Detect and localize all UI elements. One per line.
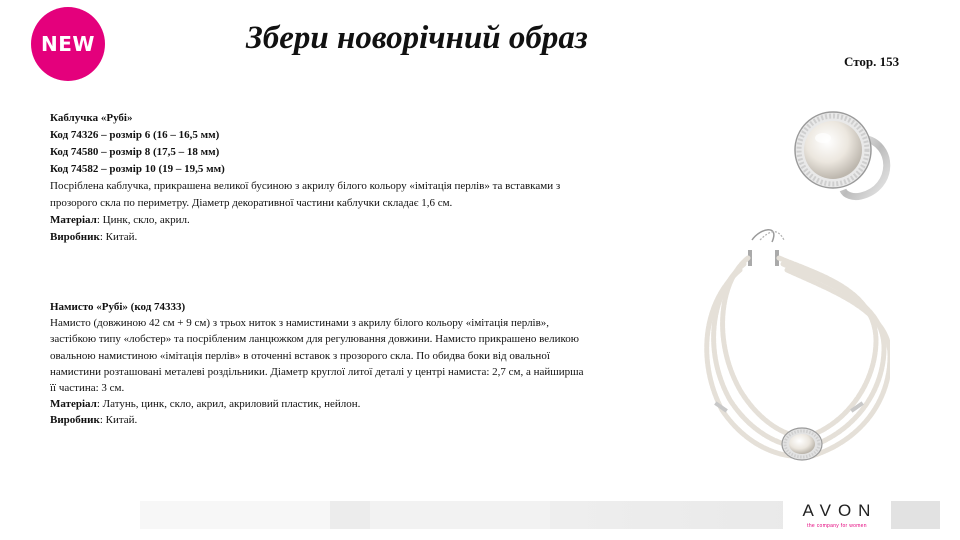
necklace-description-block	[50, 299, 690, 429]
necklace-description-line: овальною намистиною «імітація перлів» в оточенні вставок з прозорого скла. По обидва боки від овальної	[50, 349, 550, 362]
new-badge-text: NEW	[41, 32, 95, 56]
pearl-necklace-image	[700, 220, 890, 465]
necklace-maker-value: : Китай.	[99, 414, 138, 427]
ring-material-value: : Цинк, скло, акрил.	[96, 214, 190, 226]
necklace-material-label: Матеріал	[50, 398, 97, 411]
ring-code-line: Код 74582 – розмір 10 (19 – 19,5 мм)	[50, 163, 225, 175]
necklace-name: Намисто «Рубі» (код 74333)	[50, 301, 186, 313]
necklace-material-value: : Латунь, цинк, скло, акрил, акриловий пластик, нейлон.	[96, 398, 361, 411]
necklace-maker-label: Виробник	[50, 414, 100, 427]
ring-code-line: Код 74580 – розмір 8 (17,5 – 18 мм)	[50, 146, 220, 158]
ring-description-line: прозорого скла по периметру. Діаметр декоративної частини каблучки складає 1,6 см.	[50, 197, 453, 209]
ring-name: Каблучка «Рубі»	[50, 112, 133, 124]
avon-tagline: the company for women	[807, 523, 867, 529]
ring-description-line: Посріблена каблучка, прикрашена великої бусиною з акрилу білого кольору «імітація перлів» та вставками з	[50, 180, 561, 192]
necklace-material	[50, 396, 690, 412]
necklace-description-line: її частина: 3 см.	[50, 382, 125, 395]
ring-maker-label: Виробник	[50, 231, 100, 243]
avon-logo: AVON	[802, 501, 878, 520]
necklace-description-line: Намисто (довжиною 42 см + 9 см) з трьох ниток з намистинами з акрилу білого кольору «імітація перлів»,	[50, 317, 550, 330]
necklace-maker	[50, 412, 690, 428]
new-badge	[31, 7, 105, 81]
page-title: Збери новорічний образ	[246, 20, 588, 56]
ring-maker-value: : Китай.	[99, 231, 138, 243]
pearl-ring-image	[783, 98, 898, 213]
avon-logo-box	[783, 497, 891, 535]
ring-material	[50, 212, 665, 229]
ring-description-block	[50, 110, 665, 246]
page-number: Стор. 153	[844, 54, 900, 69]
ring-code-line: Код 74326 – розмір 6 (16 – 16,5 мм)	[50, 129, 220, 141]
necklace-description-line: намистини розташовані металеві роздільники. Діаметр круглої литої деталі у центрі намиста: 2,7 см, а найширша	[50, 365, 584, 378]
necklace-description-line: застібкою типу «лобстер» та посрібленим ланцюжком для регулювання довжини. Намисто прикрашено великою	[50, 333, 579, 346]
ring-maker	[50, 229, 665, 246]
ring-material-label: Матеріал	[50, 214, 97, 226]
